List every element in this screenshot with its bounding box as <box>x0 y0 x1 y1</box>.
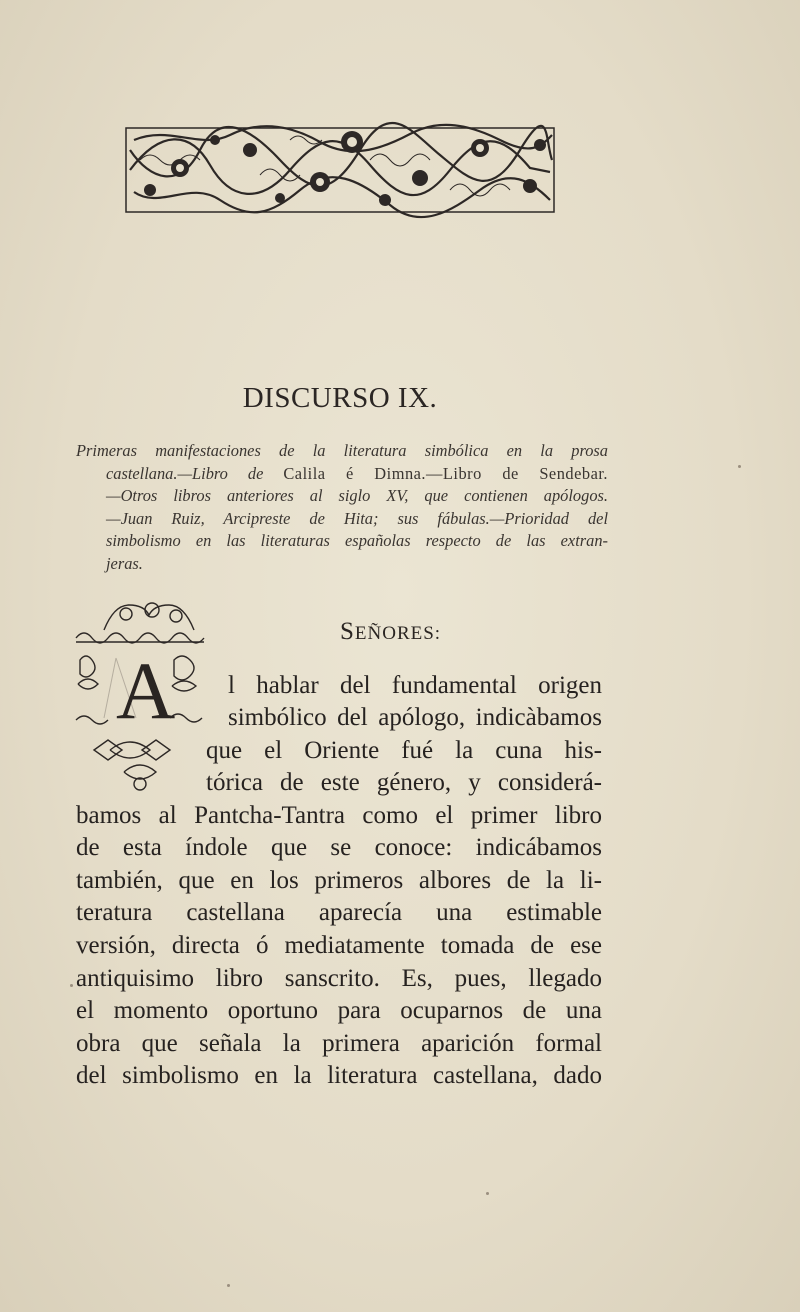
body-line: simbólico del apólogo, indicàbamos <box>228 704 602 731</box>
body-line: teratura castellana aparecía una estimable <box>76 899 602 926</box>
paper-speck <box>486 1192 489 1195</box>
body-line: tórica de este género, y considerá- <box>206 769 602 796</box>
body-line: bamos al Pantcha-Tantra como el primer libro <box>76 802 602 829</box>
body-line: del simbolismo en la literatura castellana, dado <box>76 1062 602 1089</box>
summary-line: castellana.—Libro de Calila é Dimna.—Libro de Sendebar. <box>106 463 608 483</box>
summary-line: Primeras manifestaciones de la literatura simbólica en la prosa <box>76 441 608 460</box>
body-line: el momento oportuno para ocuparnos de una <box>76 997 602 1024</box>
summary-line: —Otros libros anteriores al siglo XV, que contienen apólogos. <box>106 486 608 505</box>
summary-line: simbolismo en las literaturas españolas respecto de las extran- <box>106 531 608 550</box>
paper-speck <box>70 984 73 987</box>
salutation: SEÑORES: <box>340 618 442 645</box>
dropcap-ornament <box>74 600 214 800</box>
dropcap-letter: A <box>116 645 176 736</box>
body-line: que el Oriente fué la cuna his- <box>206 737 602 764</box>
body-line: obra que señala la primera aparición formal <box>76 1030 602 1057</box>
body-line: de esta índole que se conoce: indicábamos <box>76 834 602 861</box>
discourse-title: DISCURSO IX. <box>242 382 438 414</box>
body-line: también, que en los primeros albores de la li- <box>76 867 602 894</box>
paper-speck <box>227 1284 230 1287</box>
headpiece-ornament <box>120 120 560 220</box>
body-line: antiquisimo libro sanscrito. Es, pues, llegado <box>76 965 602 992</box>
summary-line: —Juan Ruiz, Arcipreste de Hita; sus fábulas.—Prioridad del <box>106 508 608 528</box>
body-line: l hablar del fundamental origen <box>228 672 602 699</box>
paper-speck <box>738 465 741 468</box>
summary-line: jeras. <box>106 553 143 573</box>
body-line: versión, directa ó mediatamente tomada de ese <box>76 932 602 959</box>
chapter-summary <box>76 440 608 575</box>
